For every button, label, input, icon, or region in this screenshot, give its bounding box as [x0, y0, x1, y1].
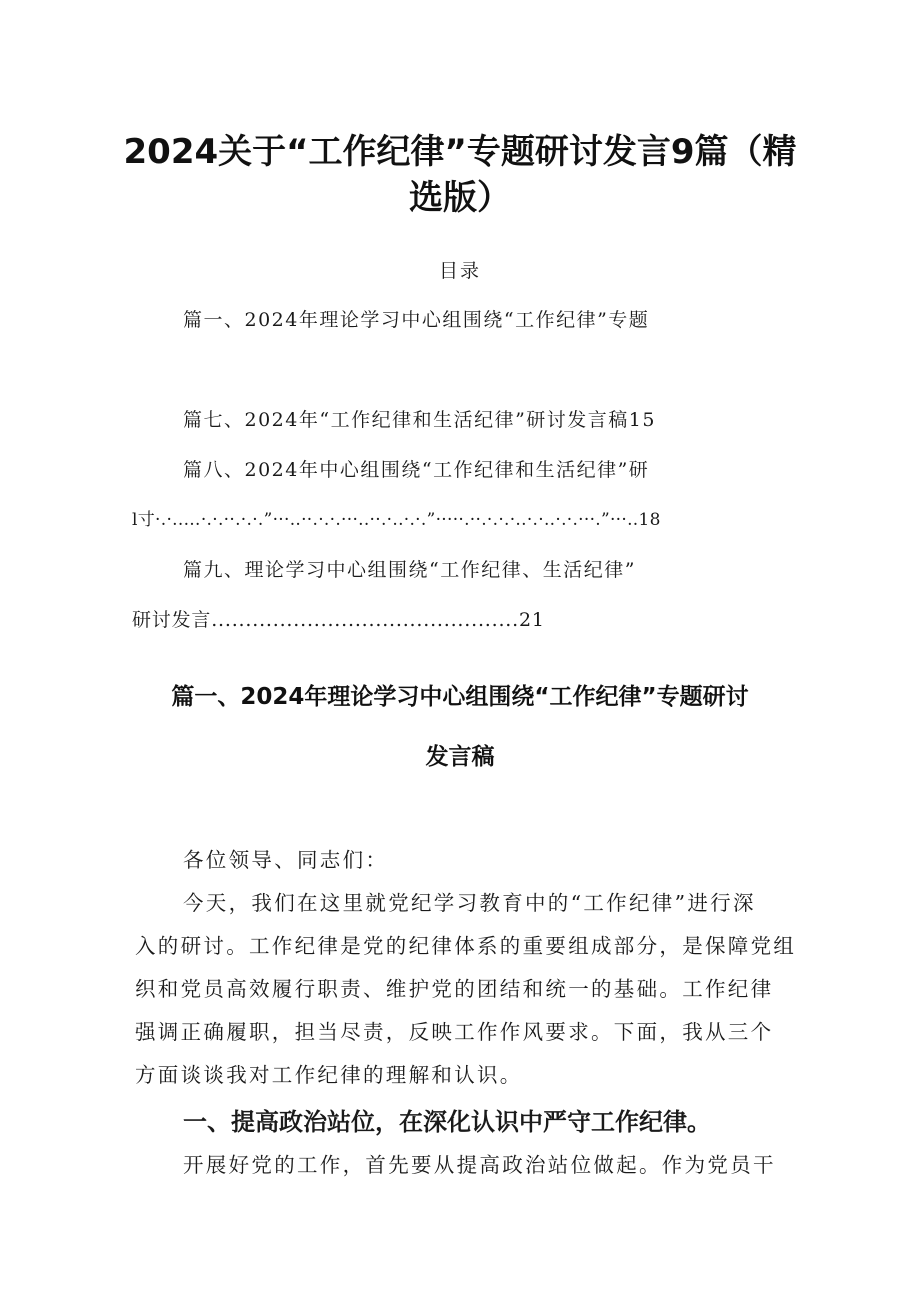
- paragraph-line: 强调正确履职，担当尽责，反映工作作风要求。下面，我从三个: [135, 1020, 774, 1044]
- section-title-continued: 发言稿: [425, 744, 495, 770]
- document-title: 2024关于“工作纪律”专题研讨发言9篇（精: [123, 132, 797, 172]
- document-title-continued: 选版）: [409, 178, 511, 218]
- paragraph-line: 方面谈谈我对工作纪律的理解和认识。: [135, 1063, 523, 1087]
- toc-item: 篇七、2024年“工作纪律和生活纪律”研讨发言稿15: [183, 409, 656, 431]
- heading-level-1: 一、提高政治站位，在深化认识中严守工作纪律。: [183, 1108, 711, 1136]
- toc-item: 篇一、2024年理论学习中心组围绕“工作纪律”专题: [183, 309, 650, 331]
- paragraph-line: 今天，我们在这里就党纪学习教育中的“工作纪律”进行深: [183, 891, 756, 915]
- toc-item: 篇九、理论学习中心组围绕“工作纪律、生活纪律”: [183, 559, 636, 581]
- salutation: 各位领导、同志们：: [183, 848, 389, 872]
- toc-heading: 目录: [438, 260, 481, 282]
- paragraph-line: 入的研讨。工作纪律是党的纪律体系的重要组成部分，是保障党组: [135, 934, 797, 958]
- toc-item-continuation: l寸·.·..…·.·.··.·.·.”···..··.·.·.···..··.·..·.·.”·····.··.·.·.·..·.·..·.·.···.”···..18: [132, 510, 661, 530]
- paragraph-line: 织和党员高效履行职责、维护党的团结和统一的基础。工作纪律: [135, 977, 774, 1001]
- paragraph-line: 开展好党的工作，首先要从提高政治站位做起。作为党员干: [183, 1153, 776, 1177]
- toc-item: 篇八、2024年中心组围绕“工作纪律和生活纪律”研: [183, 459, 650, 481]
- section-title: 篇一、2024年理论学习中心组围绕“工作纪律”专题研讨: [171, 684, 749, 710]
- toc-item-continuation: 研讨发言.............................................21: [132, 609, 545, 631]
